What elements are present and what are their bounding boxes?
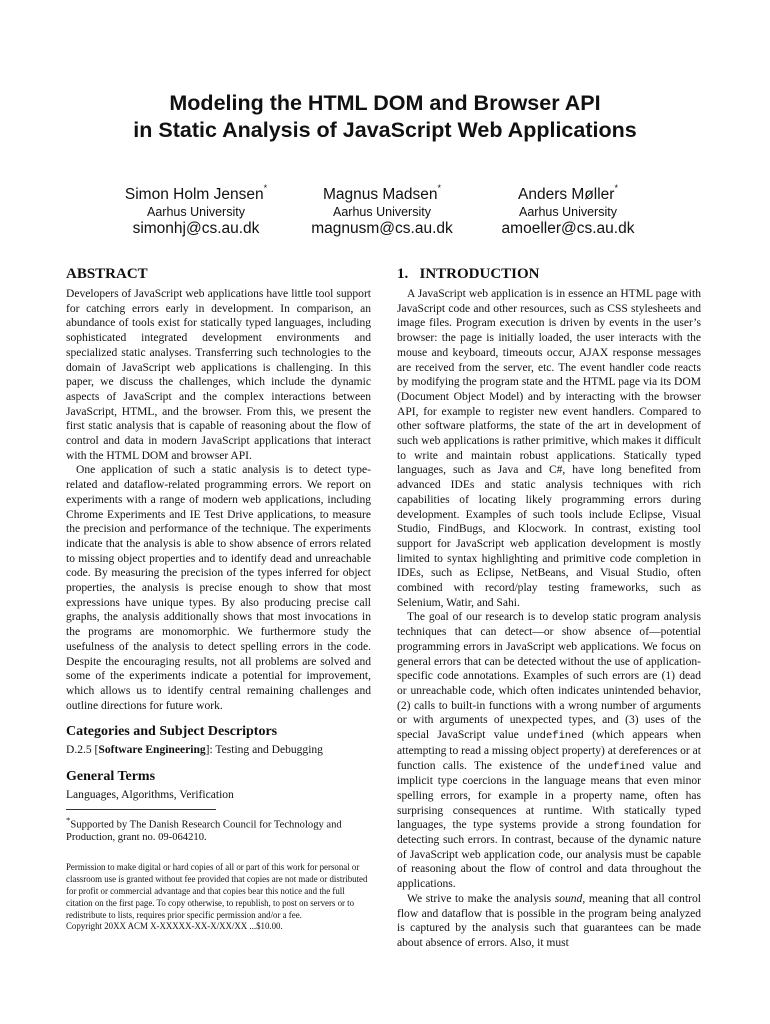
code-undefined: undefined [527, 730, 584, 743]
author-email: magnusm@cs.au.dk [311, 220, 453, 238]
right-column [397, 265, 701, 951]
author-email: simonhj@cs.au.dk [132, 220, 260, 238]
title-line-1: Modeling the HTML DOM and Browser API [169, 91, 601, 115]
permission-text: Permission to make digital or hard copies of all or part of this work for personal or classroom use is granted without fee provided that copies are not made or distributed for profit or commercial advantage and that copies bear this notice and the full citation on the first page. To copy otherwise, to republish, to post on servers or to redistribute to lists, requires prior specific permission and/or a fee. [66, 862, 368, 920]
categories-text: D.2.5 [Software Engineering]: Testing and Debugging [66, 744, 323, 757]
introduction-heading: 1. INTRODUCTION [397, 266, 540, 282]
copyright-line: Copyright 20XX ACM X-XXXXX-XX-X/XX/XX ...$10.00. [66, 921, 283, 932]
permission-notice [66, 862, 371, 933]
author-footnote-mark: * [263, 183, 268, 193]
paper-title [0, 90, 770, 144]
author-block [0, 180, 770, 240]
intro-paragraph-2: The goal of our research is to develop static program analysis techniques that can detect—or show absence of—potential programming errors in JavaScript web applications. We focus on general errors that can be detected without the use of application-specific code annotations. Examples of such errors are (1) dead or unreachable code, which often indicates unintended behavior, (2) calls to built-in functions with a wrong number of arguments or with arguments of unexpected types, and (3) uses of the special JavaScript value undefined (which appears when attempting to read a missing object property) at dereferences or at function calls. The existence of the undefined value and implicit type coercions in the language means that even minor spelling errors, for example in a property name, often has surprising consequences at runtime. With statically typed languages, the type systems provide a strong foundation for detecting such errors. In contrast, because of the dynamic nature of JavaScript web application code, our analysis must be capable of reasoning about the flow of control and data throughout the applications. [397, 611, 702, 891]
intro-paragraph-3: We strive to make the analysis sound, meaning that all control flow and dataflow that is possible in the program being analyzed is captured by the analysis such that guarantees can be made about absence of errors. Also, it must [397, 892, 701, 949]
title-line-2: in Static Analysis of JavaScript Web Applications [133, 118, 637, 142]
author-name: Simon Holm Jensen [124, 186, 264, 204]
author-affiliation: Aarhus University [333, 205, 431, 220]
author-affiliation: Aarhus University [147, 205, 245, 220]
abstract-heading: ABSTRACT [66, 266, 148, 282]
author-email: amoeller@cs.au.dk [501, 220, 635, 238]
general-terms-text: Languages, Algorithms, Verification [66, 789, 234, 802]
author-footnote-mark: * [437, 183, 442, 193]
intro-paragraph-1: A JavaScript web application is in essence an HTML page with JavaScript code and other resources, such as CSS stylesheets and image files. Program execution is driven by events in the user’s browser: the page is initially loaded, the user interacts with the mouse and keyboard, timeouts occur, AJAX response messages are received from the server, etc. The event handler code reacts by modifying the program state and the HTML page via its DOM (Document Object Model) and by interacting with the browser API, for example to register new event handlers. Compared to other software platforms, the state of the art in development of such web applications is rather primitive, which makes it difficult to write and maintain robust applications. Statically typed languages, such as Java and C#, have long benefited from advanced IDEs and static analysis techniques with rich capabilities of locating likely programming errors during development. Examples of such tools include Eclipse, Visual Studio, FindBugs, and Klocwork. In contrast, existing tool support for JavaScript web application development is mostly limited to syntax highlighting and primitive code completion in IDEs, such as Eclipse, NetBeans, and Visual Studio, often combined with record/play testing frameworks, such as Selenium, Watir, and Sahi. [397, 288, 701, 609]
footnote-rule [66, 809, 216, 810]
left-column [66, 265, 371, 933]
author-footnote-mark: * [614, 183, 618, 193]
abstract-paragraph-2: One application of such a static analysis is to detect type-related and dataflow-related programming errors. We report on experiments with a range of modern web applications, including Chrome Experiments and IE Test Drive applications, to measure the precision and performance of the technique. The experiments indicate that the analysis is able to show absence of errors related to missing object properties and to identify dead and unreachable code. By measuring the precision of the types inferred for object properties, the analysis is precise enough to show that most expressions have unique types. By also producing precise call graphs, the analysis additionally shows that most invocations in the programs are monomorphic. We furthermore study the usefulness of the analysis to detect spelling errors in the code. Despite the encouraging results, not all problems are solved and some of the experiments indicate a potential for improvement, which allows us to identify central remaining challenges and outline directions for future work. [66, 464, 371, 712]
author-affiliation: Aarhus University [519, 205, 617, 220]
author-name: Anders Møller [518, 186, 615, 204]
author-name: Magnus Madsen [322, 186, 438, 204]
categories-heading: Categories and Subject Descriptors [66, 724, 278, 740]
code-undefined: undefined [587, 760, 645, 773]
author-3 [448, 180, 688, 238]
general-terms-heading: General Terms [66, 769, 156, 785]
funding-footnote: *Supported by The Danish Research Council for Technology and Production, grant no. 09-064210. [66, 814, 342, 844]
abstract-paragraph-1: Developers of JavaScript web applications have little tool support for catching errors early in development. In comparison, an abundance of tools exist for statically typed languages, including sophisticated integrated development environments and specialized static analyses. Transferring such technologies to the domain of JavaScript web applications is challenging. In this paper, we discuss the challenges, which include the dynamic aspects of JavaScript and the complex interactions between JavaScript, HTML, and the browser. From this, we present the first static analysis that is capable of reasoning about the flow of control and data in modern JavaScript applications that interact with the HTML DOM and browser API. [66, 288, 371, 462]
